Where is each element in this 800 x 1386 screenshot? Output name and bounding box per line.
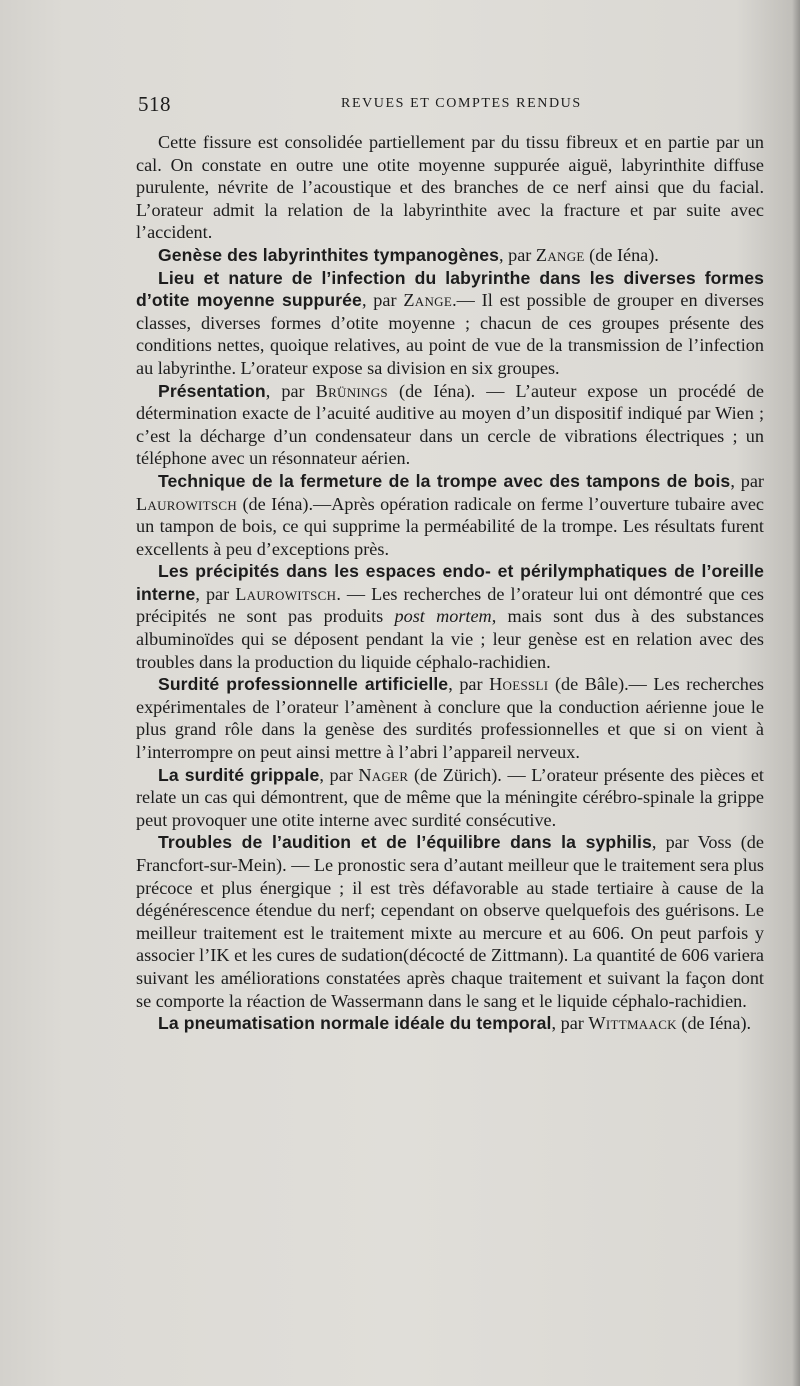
paragraph-text: , par — [195, 583, 236, 604]
paragraph-text: (de Iéna).—Après opération radicale on ferme l’ouverture tubaire avec un tampon de bois, ce qui supprime la perméabilité de la trompe. Les résultats furent excellents à peu d’exceptions près. — [136, 493, 764, 559]
paragraph-technique — [136, 470, 764, 560]
paragraph-pneumatisation — [136, 1012, 764, 1035]
paragraph-continuation — [136, 131, 764, 244]
paragraph-text: Cette fissure est consolidée partiellement par du tissu fibreux et en partie par un cal. On constate en outre une otite moyenne suppurée aiguë, labyrinthite diffuse purulente, névrite de l’acoustique et des branches de ce nerf ainsi que du facial. L’orateur admit la relation de la labyrinthite avec la fracture et par suite avec l’accident. — [136, 132, 764, 243]
author-name: Zange — [403, 290, 453, 311]
section-heading: Présentation — [158, 380, 266, 401]
paragraph-text: (de Iéna). — [584, 244, 659, 265]
author-name: Wittmaack — [588, 1013, 677, 1034]
paragraph-text: . — Les recherches de l’orateur lui ont démontré que ces précipités ne sont pas produits — [136, 583, 764, 627]
paragraph-text: , par — [319, 764, 359, 785]
paragraph-text: , mais sont dus à des substances albuminoïdes qui se déposent pendant la vie ; leur genèse est en relation avec des troubles dans la production du liquide céphalo-rachidien. — [136, 606, 765, 672]
paragraph-text: , par — [730, 470, 764, 491]
italic-phrase: post mortem — [394, 606, 492, 627]
author-name: Zange — [535, 244, 585, 265]
paragraph-genese — [136, 244, 764, 267]
author-name: Voss — [697, 832, 732, 853]
author-name: Brünings — [315, 380, 388, 401]
author-name: Hoessli — [489, 674, 549, 695]
paragraph-presentation — [136, 380, 764, 470]
section-heading: Lieu et nature de l’infection du labyrinthe dans les diverses formes d’otite moyenne suppurée — [136, 267, 764, 311]
paragraph-text: (de Francfort-sur-Mein). — Le pronostic sera d’autant meilleur que le traitement sera plus précoce et plus énergique ; il est très défavorable au stade tertiaire à cause de la dégénérescence étendue du nerf; cependant on observe quelquefois des guérisons. Le meilleur traitement est le traitement mixte au mercure et au 606. On peut parfois y associer l’IK et les cures de sudation(décocté de Zittmann). La quantité de 606 variera suivant les améliorations constatées après chaque traitement et suivant la façon dont se comporte la réaction de Wassermann dans le sang et le liquide céphalo-rachidien. — [136, 832, 764, 1011]
paragraph-text: , par — [651, 832, 698, 853]
paragraph-text: , par — [448, 674, 490, 695]
paragraph-text: , par — [265, 380, 316, 401]
page-number: 518 — [138, 92, 171, 116]
paragraph-text: (de Iéna). — L’auteur expose un procédé de détermination exacte de l’acuité auditive au moyen d’un dispositif indiqué par Wien ; c’est la décharge d’un condensateur dans un cercle de vibrations électriques ; un téléphone avec un résonnateur aérien. — [136, 380, 764, 469]
running-head: REVUES ET COMPTES RENDUS — [341, 96, 582, 111]
paragraph-syphilis — [136, 831, 764, 1012]
section-heading: Technique de la fermeture de la trompe avec des tampons de bois — [158, 470, 731, 491]
section-heading: Les précipités dans les espaces endo- et périlymphatiques de l’oreille interne — [136, 561, 764, 604]
paragraph-surdite-grippale — [136, 764, 764, 832]
section-heading: Troubles de l’audition et de l’équilibre dans la syphilis — [158, 832, 652, 853]
paragraph-text: (de Zürich). — L’orateur présente des pièces et relate un cas qui démontrent, que de même que la méningite cérébro-spinale la grippe peut provoquer une otite interne avec surdité consécutive. — [136, 764, 764, 830]
author-name: Laurowitsch — [235, 583, 337, 604]
paragraph-text: , par — [551, 1013, 589, 1034]
body-text — [136, 131, 764, 1035]
section-heading: La surdité grippale — [158, 764, 320, 785]
paragraph-text: , par — [361, 290, 404, 311]
section-heading: Genèse des labyrinthites tympanogènes — [158, 244, 500, 265]
paragraph-text: .— Il est possible de grouper en diverses classes, diverses formes d’otite moyenne ; chacun de ces groupes présente des conditions nettes, quoique relatives, au point de vue de la transmission de l’infection au labyrinthe. L’orateur expose sa division en six groupes. — [136, 290, 764, 378]
paragraph-lieu — [136, 267, 764, 380]
section-heading: Surdité professionnelle artificielle — [158, 674, 449, 695]
page-header — [138, 92, 764, 118]
paragraph-text: , par — [499, 244, 536, 265]
paragraph-precipites — [136, 560, 764, 673]
author-name: Nager — [358, 764, 409, 785]
paragraph-surdite-professionnelle — [136, 673, 764, 763]
section-heading: La pneumatisation normale idéale du temporal — [158, 1013, 552, 1034]
paragraph-text: (de Iéna). — [676, 1013, 752, 1034]
author-name: Laurowitsch — [136, 493, 238, 514]
paragraph-text: (de Bâle).— Les recherches expérimentales de l’orateur l’amènent à conclure que la conduction aérienne joue le plus grand rôle dans la genèse des surdités professionnelles et que si on vient à l’interrompre on peut ainsi mettre à l’abri l’appareil nerveux. — [136, 674, 764, 763]
